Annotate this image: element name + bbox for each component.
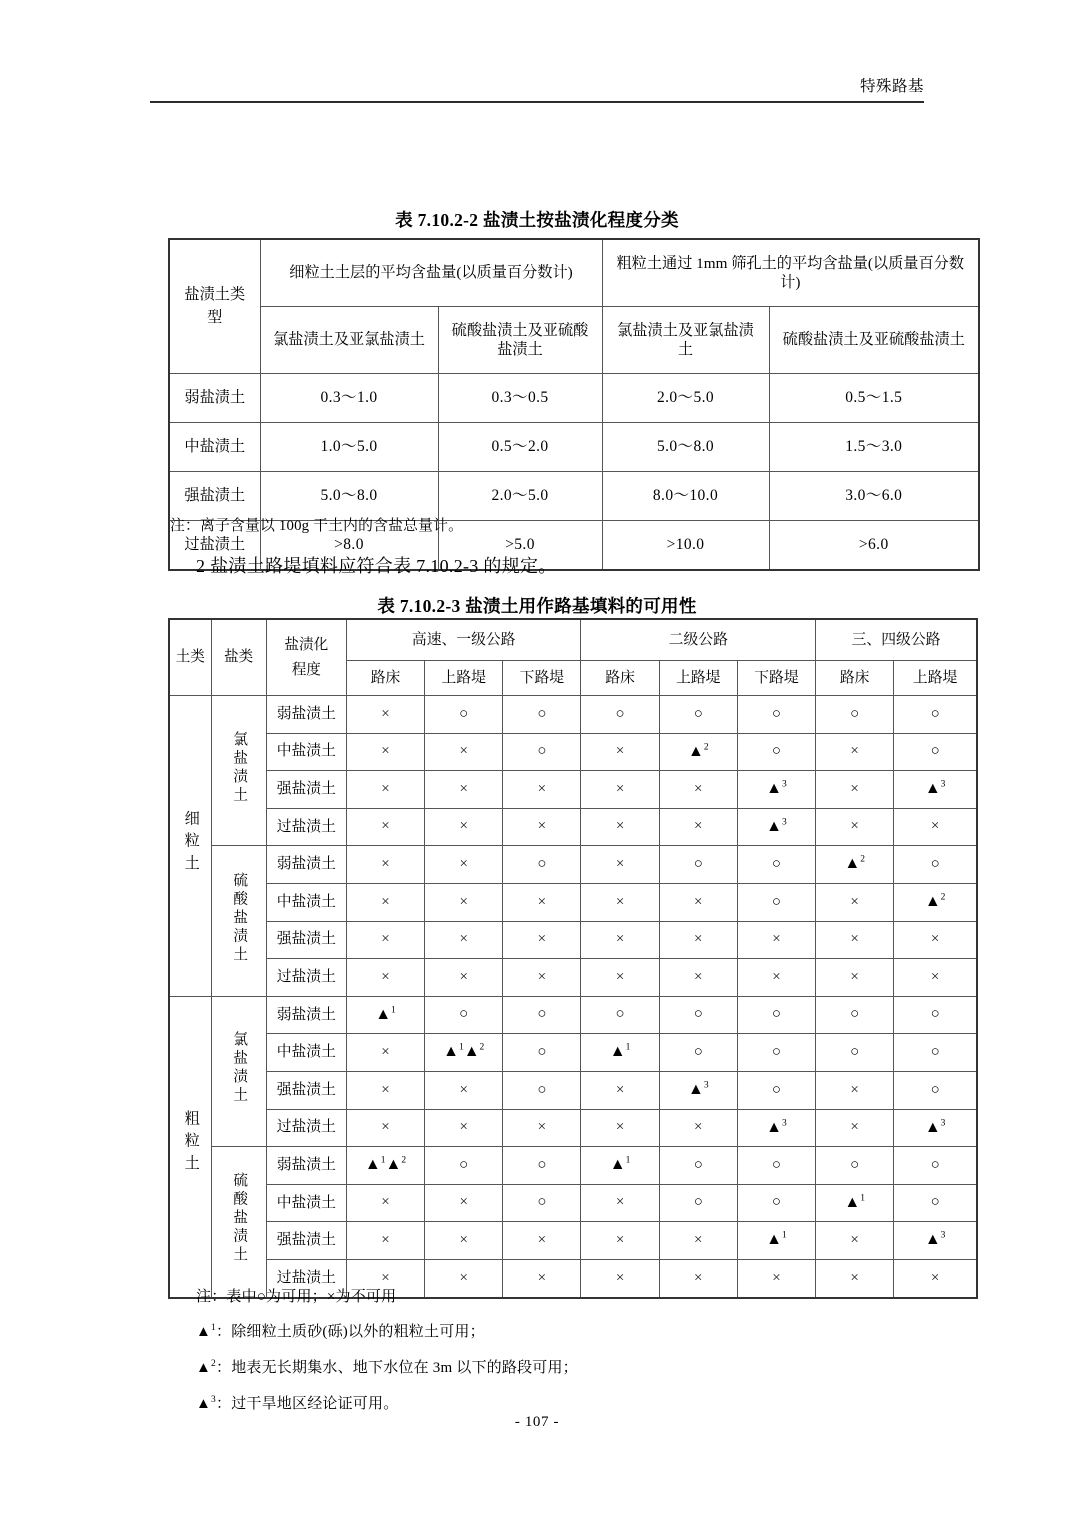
table2-degree-cell: 弱盐渍土: [266, 846, 346, 884]
mark-triangle-conditional: ▲$^1$: [737, 1222, 815, 1260]
mark-triangle-conditional: ▲$^3$: [737, 1109, 815, 1147]
mark-triangle-conditional: ▲$^3$: [894, 771, 977, 809]
mark-cross-unavailable: ×: [581, 1222, 659, 1260]
mark-cross-unavailable: ×: [425, 921, 503, 959]
mark-circle-available: ○: [425, 996, 503, 1034]
table2-degree-cell: 中盐渍土: [266, 1184, 346, 1222]
table2-salt-type-cell: 氯盐渍土: [211, 696, 266, 846]
table1-subheader-3: 硫酸盐渍土及亚硫酸盐渍土: [769, 307, 979, 374]
mark-cross-unavailable: ×: [346, 1109, 424, 1147]
mark-triangle-conditional: ▲$^2$: [659, 733, 737, 771]
table1-corner-label: 盐渍土类型: [169, 239, 260, 374]
mark-circle-available: ○: [503, 733, 581, 771]
mark-cross-unavailable: ×: [503, 808, 581, 846]
mark-cross-unavailable: ×: [346, 808, 424, 846]
mark-cross-unavailable: ×: [425, 1222, 503, 1260]
table2-row: [169, 996, 977, 1034]
mark-cross-unavailable: ×: [659, 771, 737, 809]
table2-degree-cell: 强盐渍土: [266, 921, 346, 959]
mark-cross-unavailable: ×: [346, 733, 424, 771]
table1-cell: 0.5～1.5: [769, 374, 979, 423]
table2-row: [169, 1147, 977, 1185]
table2-footnote-2: ▲$^2$：地表无长期集水、地下水位在 3m 以下的路段可用；: [196, 1359, 578, 1376]
mark-cross-unavailable: ×: [659, 1222, 737, 1260]
table2-subcol-0-0: 路床: [346, 661, 424, 696]
table1-cell: 1.0～5.0: [260, 423, 438, 472]
mark-circle-available: ○: [737, 1147, 815, 1185]
mark-cross-unavailable: ×: [581, 1071, 659, 1109]
table2-degree-cell: 强盐渍土: [266, 1222, 346, 1260]
mark-circle-available: ○: [425, 1147, 503, 1185]
table2-degree-cell: 过盐渍土: [266, 808, 346, 846]
table2-footnote-0: 注：表中○为可用；×为不可用: [196, 1289, 397, 1305]
table2-row: [169, 959, 977, 997]
table1-cell: 1.5～3.0: [769, 423, 979, 472]
mark-cross-unavailable: ×: [425, 883, 503, 921]
mark-triangle-conditional: ▲$^3$: [894, 1222, 977, 1260]
table2-degree-cell: 强盐渍土: [266, 1071, 346, 1109]
table2-row: [169, 1034, 977, 1072]
mark-circle-available: ○: [894, 846, 977, 884]
table1-cell: >6.0: [769, 521, 979, 571]
mark-circle-available: ○: [503, 846, 581, 884]
mark-cross-unavailable: ×: [894, 808, 977, 846]
mark-cross-unavailable: ×: [659, 883, 737, 921]
mark-cross-unavailable: ×: [659, 921, 737, 959]
mark-circle-available: ○: [894, 996, 977, 1034]
mark-circle-available: ○: [737, 696, 815, 734]
mark-cross-unavailable: ×: [816, 921, 894, 959]
table1-row-label: 过盐渍土: [169, 521, 260, 571]
table1-subheader-0: 氯盐渍土及亚氯盐渍土: [260, 307, 438, 374]
table2-header-row-1: [169, 619, 977, 661]
table2-subcol-0-2: 下路堤: [503, 661, 581, 696]
table2-col-degree: 盐渍化 程度: [266, 619, 346, 696]
table1-row-label: 强盐渍土: [169, 472, 260, 521]
mark-circle-available: ○: [894, 696, 977, 734]
table2-row: [169, 1222, 977, 1260]
mark-triangle-conditional: ▲$^3$: [894, 1109, 977, 1147]
mark-cross-unavailable: ×: [425, 1109, 503, 1147]
mark-cross-unavailable: ×: [581, 883, 659, 921]
table1-group-coarse-soil: 粗粒土通过 1mm 筛孔土的平均含盐量(以质量百分数计): [602, 239, 979, 307]
table2-soil-type-cell: 细粒土: [169, 696, 211, 997]
mark-cross-unavailable: ×: [581, 1109, 659, 1147]
table2-degree-cell: 弱盐渍土: [266, 696, 346, 734]
mark-cross-unavailable: ×: [503, 921, 581, 959]
mark-cross-unavailable: ×: [816, 771, 894, 809]
table2-row: [169, 733, 977, 771]
mark-cross-unavailable: ×: [346, 696, 424, 734]
table2-row: [169, 1071, 977, 1109]
table2-subcol-1-0: 路床: [581, 661, 659, 696]
mark-cross-unavailable: ×: [581, 733, 659, 771]
mark-cross-unavailable: ×: [659, 959, 737, 997]
table2-subcol-0-1: 上路堤: [425, 661, 503, 696]
mark-cross-unavailable: ×: [425, 959, 503, 997]
mark-circle-available: ○: [581, 996, 659, 1034]
table2-caption: 表 7.10.2-3 盐渍土用作路基填料的可用性: [377, 596, 697, 616]
table1-cell: 3.0～6.0: [769, 472, 979, 521]
mark-cross-unavailable: ×: [816, 1071, 894, 1109]
mark-cross-unavailable: ×: [425, 1259, 503, 1297]
mark-circle-available: ○: [659, 1184, 737, 1222]
body-paragraph-2: 2 盐渍土路堤填料应符合表 7.10.2-3 的规定。: [196, 556, 557, 576]
mark-circle-available: ○: [894, 733, 977, 771]
table2-row: [169, 883, 977, 921]
mark-circle-available: ○: [737, 1071, 815, 1109]
mark-cross-unavailable: ×: [346, 959, 424, 997]
mark-cross-unavailable: ×: [581, 771, 659, 809]
mark-triangle-conditional: ▲$^1$: [581, 1034, 659, 1072]
table1-cell: 2.0～5.0: [438, 472, 602, 521]
table2-row: [169, 921, 977, 959]
table1-cell: 0.3～1.0: [260, 374, 438, 423]
mark-circle-available: ○: [503, 1071, 581, 1109]
mark-circle-available: ○: [894, 1034, 977, 1072]
mark-cross-unavailable: ×: [581, 808, 659, 846]
mark-cross-unavailable: ×: [737, 1259, 815, 1297]
mark-cross-unavailable: ×: [581, 921, 659, 959]
table2-subcol-1-1: 上路堤: [659, 661, 737, 696]
mark-cross-unavailable: ×: [503, 1259, 581, 1297]
mark-circle-available: ○: [816, 1147, 894, 1185]
table1-cell: >8.0: [260, 521, 438, 571]
table2-degree-cell: 弱盐渍土: [266, 1147, 346, 1185]
table2-degree-cell: 过盐渍土: [266, 959, 346, 997]
mark-cross-unavailable: ×: [581, 1184, 659, 1222]
table2-salt-type-cell: 氯盐渍土: [211, 996, 266, 1146]
table1-cell: >5.0: [438, 521, 602, 571]
table1-cell: 5.0～8.0: [260, 472, 438, 521]
table2-row: [169, 771, 977, 809]
mark-circle-available: ○: [503, 1147, 581, 1185]
mark-circle-available: ○: [659, 846, 737, 884]
mark-cross-unavailable: ×: [503, 959, 581, 997]
mark-cross-unavailable: ×: [816, 733, 894, 771]
mark-circle-available: ○: [503, 1034, 581, 1072]
mark-cross-unavailable: ×: [346, 846, 424, 884]
mark-triangle-conditional: ▲$^2$: [894, 883, 977, 921]
mark-cross-unavailable: ×: [346, 1222, 424, 1260]
table1-header-row-2: [169, 307, 979, 374]
mark-cross-unavailable: ×: [816, 1259, 894, 1297]
mark-cross-unavailable: ×: [816, 959, 894, 997]
mark-triangle-conditional: ▲$^2$: [816, 846, 894, 884]
mark-cross-unavailable: ×: [346, 1259, 424, 1297]
table2-col-salt-type: 盐类: [211, 619, 266, 696]
table2-row: [169, 1109, 977, 1147]
table1-subheader-1: 硫酸盐渍土及亚硫酸盐渍土: [438, 307, 602, 374]
mark-triangle-conditional: ▲$^1$: [346, 996, 424, 1034]
table1-row: [169, 374, 979, 423]
mark-cross-unavailable: ×: [425, 733, 503, 771]
mark-cross-unavailable: ×: [816, 1222, 894, 1260]
mark-cross-unavailable: ×: [425, 808, 503, 846]
table1-subheader-2: 氯盐渍土及亚氯盐渍土: [602, 307, 769, 374]
table2-degree-cell: 中盐渍土: [266, 1034, 346, 1072]
table2-salt-type-cell: 硫酸盐渍土: [211, 846, 266, 996]
table1-row-label: 弱盐渍土: [169, 374, 260, 423]
mark-circle-available: ○: [737, 846, 815, 884]
table2-row: [169, 808, 977, 846]
mark-circle-available: ○: [737, 1034, 815, 1072]
table2-footnote-1: ▲$^1$：除细粒土质砂(砾)以外的粗粒土可用；: [196, 1323, 485, 1340]
mark-cross-unavailable: ×: [425, 1071, 503, 1109]
mark-cross-unavailable: ×: [581, 959, 659, 997]
mark-cross-unavailable: ×: [659, 1109, 737, 1147]
mark-triangle-conditional: ▲$^3$: [737, 808, 815, 846]
table2-degree-cell: 强盐渍土: [266, 771, 346, 809]
mark-cross-unavailable: ×: [425, 771, 503, 809]
mark-cross-unavailable: ×: [346, 1071, 424, 1109]
table2-subcol-1-2: 下路堤: [737, 661, 815, 696]
table2-degree-cell: 中盐渍土: [266, 883, 346, 921]
table1-cell: >10.0: [602, 521, 769, 571]
mark-cross-unavailable: ×: [816, 1109, 894, 1147]
mark-cross-unavailable: ×: [737, 921, 815, 959]
mark-circle-available: ○: [503, 996, 581, 1034]
mark-triangle-conditional: ▲$^3$: [737, 771, 815, 809]
mark-cross-unavailable: ×: [581, 1259, 659, 1297]
table2-row: [169, 846, 977, 884]
mark-triangle-conditional: ▲$^3$: [659, 1071, 737, 1109]
mark-circle-available: ○: [503, 1184, 581, 1222]
mark-cross-unavailable: ×: [346, 883, 424, 921]
mark-cross-unavailable: ×: [894, 1259, 977, 1297]
mark-cross-unavailable: ×: [346, 921, 424, 959]
table-filler-usability: [168, 618, 978, 1299]
mark-cross-unavailable: ×: [659, 1259, 737, 1297]
mark-cross-unavailable: ×: [346, 771, 424, 809]
mark-circle-available: ○: [659, 1034, 737, 1072]
table2-group-2: 三、四级公路: [816, 619, 977, 661]
mark-circle-available: ○: [503, 696, 581, 734]
mark-cross-unavailable: ×: [894, 921, 977, 959]
table2-degree-cell: 弱盐渍土: [266, 996, 346, 1034]
mark-cross-unavailable: ×: [503, 883, 581, 921]
table2-soil-type-cell: 粗粒土: [169, 996, 211, 1297]
table2-subcol-2-1: 上路堤: [894, 661, 977, 696]
mark-circle-available: ○: [737, 733, 815, 771]
table1-cell: 0.5～2.0: [438, 423, 602, 472]
mark-circle-available: ○: [659, 996, 737, 1034]
mark-circle-available: ○: [894, 1071, 977, 1109]
mark-circle-available: ○: [816, 696, 894, 734]
mark-cross-unavailable: ×: [581, 846, 659, 884]
mark-circle-available: ○: [659, 696, 737, 734]
mark-cross-unavailable: ×: [816, 883, 894, 921]
table1-group-fine-soil: 细粒土土层的平均含盐量(以质量百分数计): [260, 239, 602, 307]
table1-cell: 2.0～5.0: [602, 374, 769, 423]
table1-note: 注：离子含量以 100g 干土内的含盐总量计。: [170, 518, 464, 534]
mark-cross-unavailable: ×: [503, 771, 581, 809]
mark-circle-available: ○: [425, 696, 503, 734]
mark-cross-unavailable: ×: [425, 1184, 503, 1222]
mark-cross-unavailable: ×: [659, 808, 737, 846]
table2-salt-type-cell: 硫酸盐渍土: [211, 1147, 266, 1298]
mark-triangle-conditional: ▲$^1$▲$^2$: [425, 1034, 503, 1072]
mark-circle-available: ○: [737, 996, 815, 1034]
mark-cross-unavailable: ×: [346, 1184, 424, 1222]
mark-cross-unavailable: ×: [816, 808, 894, 846]
table2-degree-cell: 过盐渍土: [266, 1109, 346, 1147]
table2-subcol-2-0: 路床: [816, 661, 894, 696]
mark-triangle-conditional: ▲$^1$: [581, 1147, 659, 1185]
header-rule: [150, 101, 924, 103]
table2-row: [169, 1184, 977, 1222]
table2-col-soil-type: 土类: [169, 619, 211, 696]
running-header: 特殊路基: [859, 78, 924, 95]
mark-circle-available: ○: [816, 996, 894, 1034]
mark-circle-available: ○: [894, 1147, 977, 1185]
mark-circle-available: ○: [737, 883, 815, 921]
table1-header-row-1: [169, 239, 979, 307]
mark-cross-unavailable: ×: [894, 959, 977, 997]
mark-cross-unavailable: ×: [503, 1109, 581, 1147]
mark-cross-unavailable: ×: [425, 846, 503, 884]
mark-circle-available: ○: [659, 1147, 737, 1185]
table1-cell: 5.0～8.0: [602, 423, 769, 472]
table1-caption: 表 7.10.2-2 盐渍土按盐渍化程度分类: [395, 210, 679, 230]
table1-cell: 8.0～10.0: [602, 472, 769, 521]
mark-cross-unavailable: ×: [503, 1222, 581, 1260]
table1-cell: 0.3～0.5: [438, 374, 602, 423]
table2-group-0: 高速、一级公路: [346, 619, 581, 661]
table2-footnote-3: ▲$^3$：过干旱地区经论证可用。: [196, 1395, 399, 1412]
table2-row: [169, 696, 977, 734]
mark-circle-available: ○: [581, 696, 659, 734]
mark-triangle-conditional: ▲$^1$: [816, 1184, 894, 1222]
mark-cross-unavailable: ×: [737, 959, 815, 997]
table1-row-label: 中盐渍土: [169, 423, 260, 472]
mark-circle-available: ○: [894, 1184, 977, 1222]
table2-degree-cell: 中盐渍土: [266, 733, 346, 771]
mark-triangle-conditional: ▲$^1$▲$^2$: [346, 1147, 424, 1185]
table2-degree-cell: 过盐渍土: [266, 1259, 346, 1297]
mark-circle-available: ○: [816, 1034, 894, 1072]
mark-circle-available: ○: [737, 1184, 815, 1222]
page-number: - 107 -: [514, 1414, 560, 1430]
table1-row: [169, 423, 979, 472]
table2-group-1: 二级公路: [581, 619, 816, 661]
mark-cross-unavailable: ×: [346, 1034, 424, 1072]
